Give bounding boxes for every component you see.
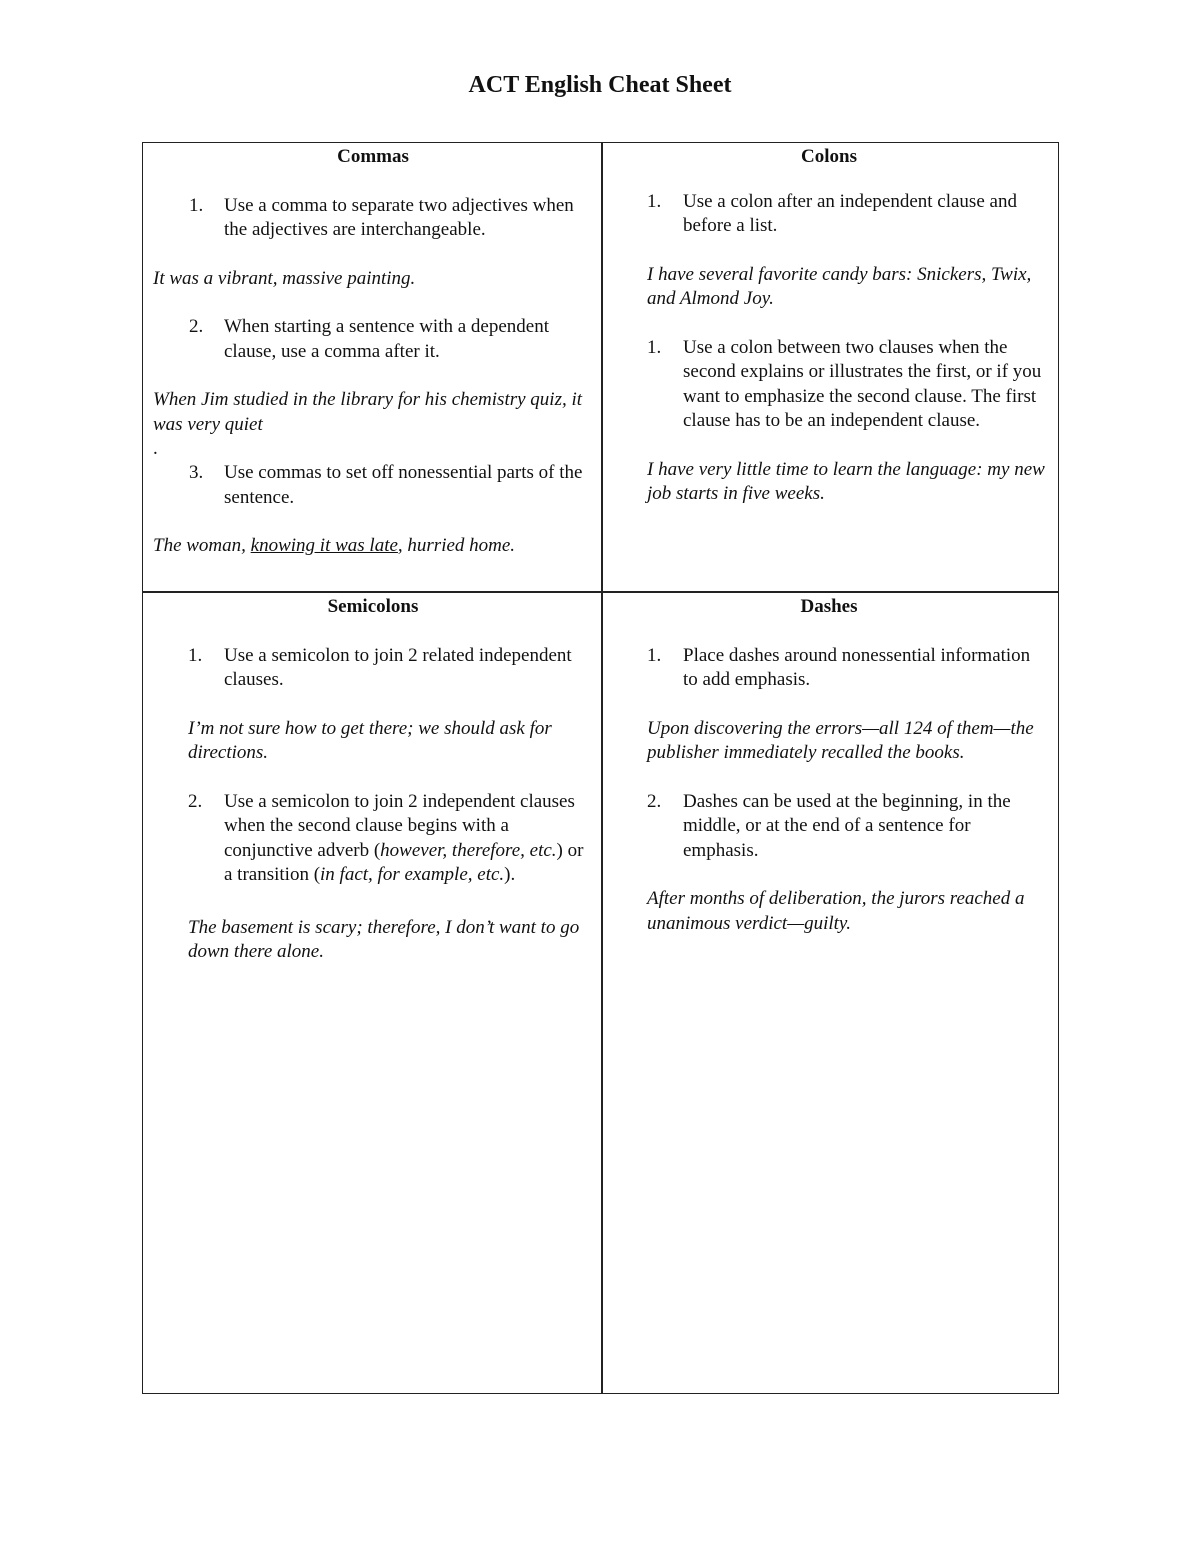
commas-rule-1 [153, 194, 593, 243]
dashes-heading: Dashes [800, 596, 858, 617]
semicolons-example-1: I’m not sure how to get there; we should ask for directions. [188, 717, 552, 763]
commas-example-3 [153, 534, 593, 559]
colons-rule-2 [647, 336, 1047, 434]
colons-example-2: I have very little time to learn the language: my new job starts in five weeks. [647, 458, 1045, 504]
example-text: , hurried home. [397, 535, 516, 556]
rule-number: 1. [188, 644, 203, 666]
row-divider [143, 591, 1058, 593]
rule-text: Dashes can be used at the beginning, in the middle, or at the end of a sentence for emphasis. [683, 790, 1011, 861]
commas-rule-3 [153, 461, 593, 510]
commas-example-2: When Jim studied in the library for his chemistry quiz, it was very quiet [153, 389, 583, 435]
semicolons-heading: Semicolons [327, 596, 419, 617]
semicolons-rule-1 [188, 644, 593, 693]
underlined-phrase: knowing it was late [250, 535, 398, 556]
semicolons-rule-2 [188, 790, 593, 888]
semicolons-example-2: The basement is scary; therefore, I don’t want to go down there alone. [188, 916, 580, 962]
rule-text: Use a comma to separate two adjectives when the adjectives are interchangeable. [224, 194, 574, 240]
rule-text: Use a semicolon to join 2 related independent clauses. [224, 644, 572, 690]
dashes-rule-1 [647, 644, 1047, 693]
commas-heading: Commas [337, 146, 409, 167]
commas-example-1: It was a vibrant, massive painting. [153, 267, 416, 289]
rule-text: Place dashes around nonessential information to add emphasis. [683, 644, 1031, 690]
rule-text: Use a colon after an independent clause and before a list. [683, 190, 1017, 236]
commas-rule-2 [153, 315, 593, 364]
rule-italic-text: in fact, for example, etc. [320, 864, 505, 885]
rule-number: 1. [647, 336, 662, 358]
stray-period: . [153, 438, 158, 459]
rule-text: Use a colon between two clauses when the second explains or illustrates the first, or if you want to emphasize the second clause. The first clause has to be an independent clause. [683, 336, 1042, 431]
rule-number: 1. [647, 190, 662, 212]
rule-text: ) or a transition ( [224, 839, 584, 885]
column-divider [601, 143, 603, 1393]
page-title: ACT English Cheat Sheet [468, 72, 732, 98]
rule-text: When starting a sentence with a dependent clause, use a comma after it. [224, 316, 549, 362]
dashes-rule-2 [647, 790, 1047, 864]
rule-number: 1. [647, 644, 662, 666]
cheat-sheet-table [142, 142, 1059, 1394]
example-text: The woman, [153, 535, 251, 556]
rule-number: 3. [189, 462, 204, 483]
dashes-example-1: Upon discovering the errors—all 124 of them—the publisher immediately recalled the books. [647, 717, 1034, 763]
semicolons-section [188, 595, 593, 989]
colons-heading: Colons [801, 146, 857, 167]
colons-example-1: I have several favorite candy bars: Snickers, Twix, and Almond Joy. [647, 263, 1032, 309]
rule-number: 2. [647, 790, 662, 812]
rule-number: 1. [189, 194, 204, 216]
rule-text: Use a semicolon to join 2 independent clauses when the second clause begins with a conjunctive adverb ( [224, 790, 575, 861]
rule-text: ). [504, 864, 516, 885]
colons-section [647, 145, 1047, 531]
rule-number: 2. [189, 316, 204, 337]
commas-section [153, 145, 593, 583]
dashes-example-2: After months of deliberation, the jurors reached a unanimous verdict—guilty. [647, 888, 1025, 934]
dashes-section [647, 595, 1047, 960]
rule-text: Use commas to set off nonessential parts of the sentence. [224, 462, 583, 508]
rule-number: 2. [188, 790, 203, 812]
rule-italic-text: however, therefore, etc. [380, 839, 557, 861]
colons-rule-1 [647, 190, 1047, 239]
